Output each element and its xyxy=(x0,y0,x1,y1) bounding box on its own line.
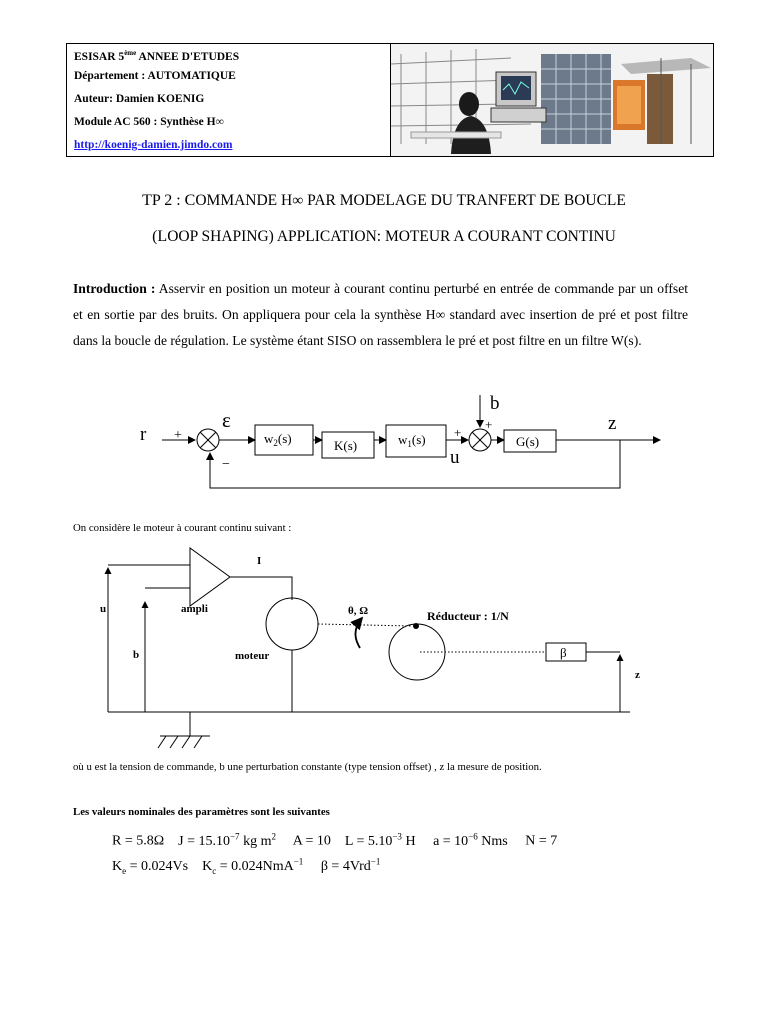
beta-label: β xyxy=(560,645,567,660)
minus-sign-1: − xyxy=(222,457,230,472)
r-label: r xyxy=(140,424,147,445)
header-photo xyxy=(391,44,713,156)
header-info xyxy=(67,44,391,156)
header-photo-illustration xyxy=(391,44,713,156)
motor-z-label: z xyxy=(635,669,640,681)
motor-b-label: b xyxy=(133,649,140,661)
parameters-title: Les valeurs nominales des paramètres sont les suivantes xyxy=(73,806,330,818)
u-label: u xyxy=(450,447,460,468)
rotation-arrow xyxy=(355,618,362,648)
param-n: N = 7 xyxy=(525,833,558,849)
motor-circle xyxy=(266,598,318,650)
param-a-gain: A = 10 xyxy=(292,833,331,849)
plus-sign-1: + xyxy=(174,428,182,443)
plus-sign-2: + xyxy=(454,425,462,440)
parameters-line-2 xyxy=(112,856,380,875)
w2-label: $w_2(s)$ xyxy=(264,431,292,448)
theta-omega-label: θ, Ω xyxy=(348,605,369,617)
header-department: Département : AUTOMATIQUE xyxy=(74,70,236,82)
epsilon-label: ε xyxy=(222,408,231,432)
motor-diagram xyxy=(0,540,768,755)
motor-intro-text: On considère le moteur à courant continu suivant : xyxy=(73,522,292,534)
param-j: $J = 15.10^{-7}$ kg $m^2$ xyxy=(178,831,276,849)
b-label: b xyxy=(490,393,500,414)
plus-sign-3: + xyxy=(485,417,493,432)
title-line-2: (LOOP SHAPING) APPLICATION: MOTEUR A COURANT CONTINU xyxy=(152,228,616,245)
motor-caption: où u est la tension de commande, b une perturbation constante (type tension offset) , z la mesure de position. xyxy=(73,761,542,773)
motor-shaft xyxy=(318,624,412,626)
header-school: ESISAR 5ème ANNEE D'ETUDES xyxy=(74,49,240,63)
header-box xyxy=(66,43,714,157)
k-label: K(s) xyxy=(334,438,358,453)
feedback-path xyxy=(210,440,620,488)
reducer-circle xyxy=(389,624,445,680)
param-ke: $K_e = 0.024Vs$ xyxy=(112,858,189,876)
introduction-label: Introduction : xyxy=(73,281,156,296)
param-a-friction: $a = 10^{-6}$ Nms xyxy=(433,831,508,849)
z-label: z xyxy=(608,413,617,434)
reducteur-label: Réducteur : 1/N xyxy=(427,609,509,623)
title-line-1: TP 2 : COMMANDE H∞ PAR MODELAGE DU TRANFERT DE BOUCLE xyxy=(142,192,626,209)
param-l: $L = 5.10^{-3}$ H xyxy=(344,831,416,849)
header-link[interactable]: http://koenig-damien.jimdo.com xyxy=(74,139,233,151)
header-author: Auteur: Damien KOENIG xyxy=(74,93,205,105)
ampli-label: ampli xyxy=(181,603,208,615)
g-label: G(s) xyxy=(516,434,540,449)
amplifier-triangle xyxy=(190,548,230,606)
reducer-dot xyxy=(413,623,419,629)
header-module: Module AC 560 : Synthèse H∞ xyxy=(74,116,224,128)
introduction-paragraph xyxy=(73,276,688,354)
param-kc: $K_c = 0.024NmA^{-1}$ xyxy=(202,856,304,876)
parameters-line-1 xyxy=(112,831,557,850)
current-label: I xyxy=(257,555,262,567)
loop-block-diagram xyxy=(0,385,768,495)
moteur-label: moteur xyxy=(235,650,270,662)
introduction-text: Asservir en position un moteur à courant continu perturbé en entrée de commande par un offset et en sortie par des bruits. On appliquera pour cela la synthèse H∞ standard avec insertion de pré et post filtre dans la boucle de régulation. Le système étant SISO on rassemblera le pré et post filtre en un filtre W(s). xyxy=(73,281,689,348)
param-beta: β = 4Vrd$^{-1}$ xyxy=(320,856,381,874)
w1-label: $w_1(s)$ xyxy=(398,432,426,449)
motor-u-label: u xyxy=(100,603,107,615)
param-r: R = 5.8Ω xyxy=(112,833,165,849)
